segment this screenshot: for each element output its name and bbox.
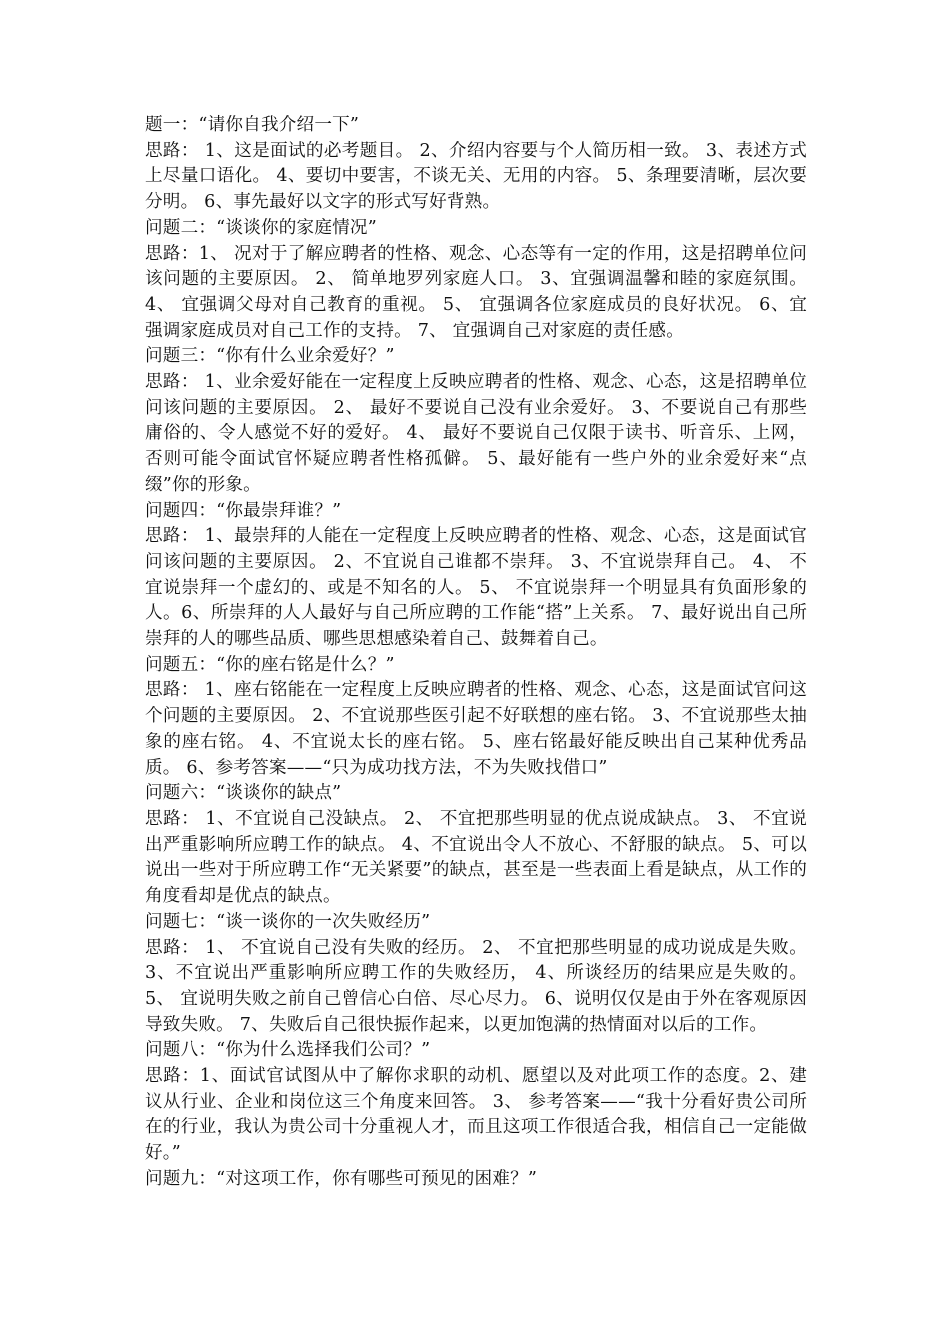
qa-section-3 — [145, 344, 807, 498]
answer-text: 思路：1、面试官试图从中了解你求职的动机、愿望以及对此项工作的态度。2、建议从行业、企业和岗位这三个角度来回答。 3、 参考答案——“我十分看好贵公司所在的行业，我认为贵公司十分重视人才，而且这项工作很适合我，相信自己一定能做好。” — [145, 1066, 807, 1164]
answer-text: 思路： 1、最崇拜的人能在一定程度上反映应聘者的性格、观念、心态，这是面试官问该问题的主要原因。 2、不宜说自己谁都不崇拜。 3、不宜说崇拜自己。 4、 不宜说崇拜一个虚幻的、或是不知名的人。 5、 不宜说崇拜一个明显具有负面形象的人。6、所崇拜的人人最好与自己所应聘的工作能“搭”上关系。 7、最好说出自己所崇拜的人的哪些品质、哪些思想感染着自己、鼓舞着自己。 — [145, 526, 807, 650]
question-heading: 问题二：“谈谈你的家庭情况” — [145, 217, 377, 238]
question-heading: 问题三：“你有什么业余爱好？” — [145, 346, 395, 367]
qa-section-5 — [145, 653, 807, 782]
answer-text: 思路： 1、 不宜说自己没有失败的经历。 2、 不宜把那些明显的成功说成是失败。 3、不宜说出严重影响所应聘工作的失败经历， 4、所谈经历的结果应是失败的。 5、 宜说明失败之前自己曾信心白倍、尽心尽力。 6、说明仅仅是由于外在客观原因导致失败。 7、失败后自己很快振作起来，以更加饱满的热情面对以后的工作。 — [145, 937, 807, 1035]
question-heading: 问题四：“你最崇拜谁？” — [145, 500, 342, 521]
question-heading: 问题六：“谈谈你的缺点” — [145, 783, 342, 804]
qa-section-2 — [145, 216, 807, 345]
question-heading: 问题七：“谈一谈你的一次失败经历” — [145, 911, 431, 932]
qa-section-8 — [145, 1038, 807, 1167]
answer-text: 思路： 1、业余爱好能在一定程度上反映应聘者的性格、观念、心态，这是招聘单位问该问题的主要原因。 2、 最好不要说自己没有业余爱好。 3、不要说自己有那些庸俗的、令人感觉不好的爱好。 4、 最好不要说自己仅限于读书、听音乐、上网，否则可能令面试官怀疑应聘者性格孤僻。 5、最好能有一些户外的业余爱好来“点缀”你的形象。 — [145, 372, 807, 495]
qa-section-7 — [145, 910, 807, 1039]
qa-section-1 — [145, 113, 807, 216]
document-page — [145, 113, 807, 1193]
qa-section-6 — [145, 781, 807, 910]
question-heading: 问题九：“对这项工作，你有哪些可预见的困难？” — [145, 1168, 538, 1189]
answer-text: 思路： 1、这是面试的必考题目。 2、介绍内容要与个人简历相一致。 3、表述方式上尽量口语化。 4、要切中要害，不谈无关、无用的内容。 5、条理要清晰，层次要分明。 6、事先最好以文字的形式写好背熟。 — [145, 140, 807, 213]
question-heading: 题一：“请你自我介绍一下” — [145, 115, 360, 135]
answer-text: 思路： 1、不宜说自己没缺点。 2、 不宜把那些明显的优点说成缺点。 3、 不宜说出严重影响所应聘工作的缺点。 4、不宜说出令人不放心、不舒服的缺点。 5、可以说出一些对于所应聘工作“无关紧要”的缺点，甚至是一些表面上看是缺点，从工作的角度看却是优点的缺点。 — [145, 808, 807, 907]
question-heading: 问题八：“你为什么选择我们公司？” — [145, 1040, 431, 1061]
question-heading: 问题五：“你的座右铭是什么？” — [145, 654, 395, 675]
qa-section-9 — [145, 1167, 807, 1193]
answer-text: 思路： 1、座右铭能在一定程度上反映应聘者的性格、观念、心态，这是面试官问这个问题的主要原因。 2、不宜说那些医引起不好联想的座右铭。 3、不宜说那些太抽象的座右铭。 4、不宜说太长的座右铭。 5、座右铭最好能反映出自己某种优秀品质。 6、参考答案——“只为成功找方法，不为失败找借口” — [145, 680, 807, 778]
answer-text: 思路：1、 况对于了解应聘者的性格、观念、心态等有一定的作用，这是招聘单位问该问题的主要原因。 2、 简单地罗列家庭人口。 3、宜强调温馨和睦的家庭氛围。 4、 宜强调父母对自己教育的重视。 5、 宜强调各位家庭成员的良好状况。 6、宜强调家庭成员对自己工作的支持。 7、 宜强调自己对家庭的责任感。 — [145, 243, 807, 341]
qa-section-4 — [145, 499, 807, 653]
